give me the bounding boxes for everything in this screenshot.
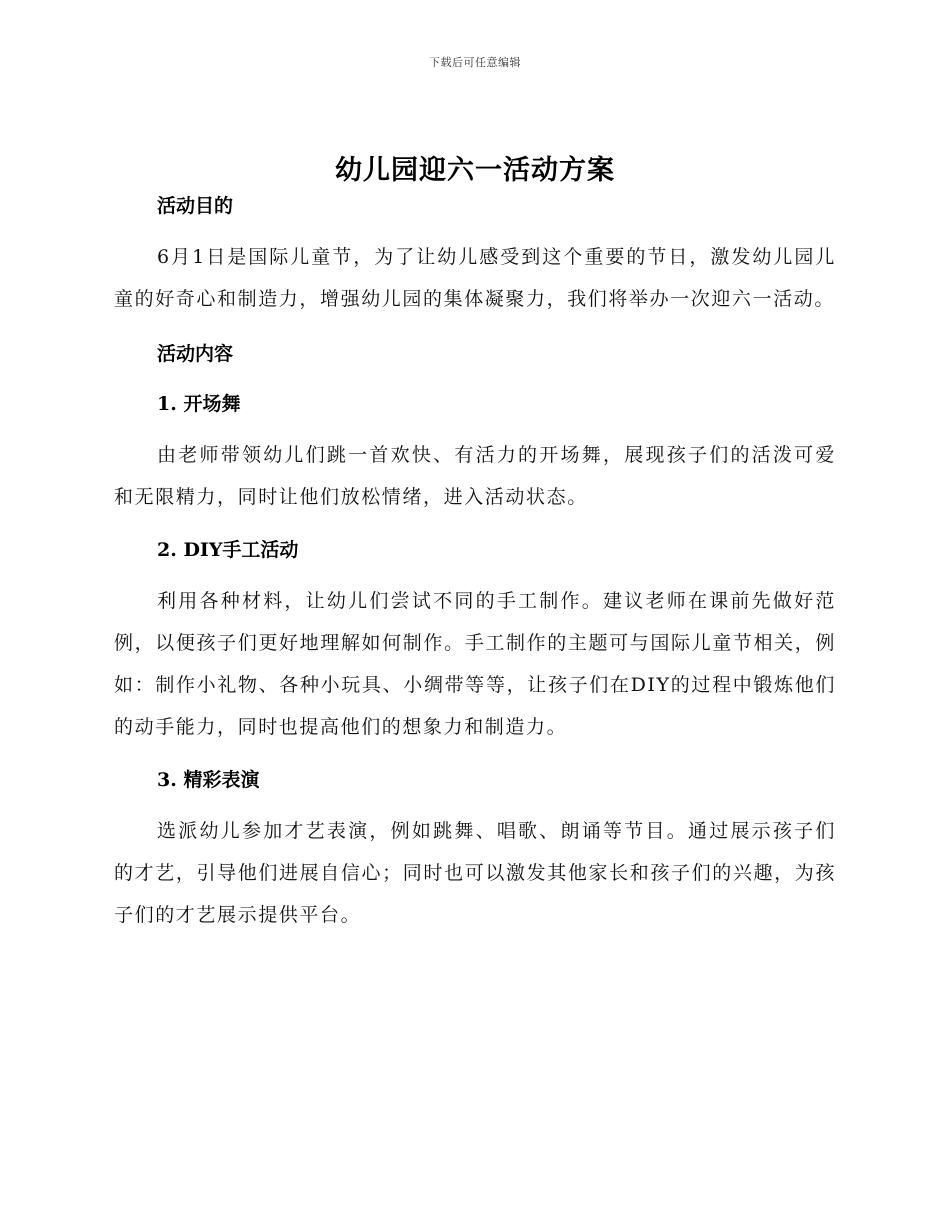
- section-paragraph-goal: 6月1日是国际儿童节，为了让幼儿感受到这个重要的节日，激发幼儿园儿童的好奇心和制造力，增强幼儿园的集体凝聚力，我们将举办一次迎六一活动。: [114, 246, 836, 310]
- document-body: [114, 190, 836, 936]
- section-heading-opening-dance: 1. 开场舞: [157, 393, 241, 415]
- section-heading-diy: 2. DIY手工活动: [157, 539, 299, 561]
- section-heading-goal: 活动目的: [157, 195, 234, 217]
- document-title: 幼儿园迎六一活动方案: [335, 155, 615, 186]
- section-heading-content: 活动内容: [157, 343, 234, 365]
- header-note: 下载后可任意编辑: [429, 56, 521, 69]
- section-paragraph-diy: 利用各种材料，让幼儿们尝试不同的手工制作。建议老师在课前先做好范例，以便孩子们更好地理解如何制作。手工制作的主题可与国际儿童节相关，例如：制作小礼物、各种小玩具、小绸带等等，让孩子们在DIY的过程中锻炼他们的动手能力，同时也提高他们的想象力和制造力。: [114, 590, 836, 738]
- section-heading-performance: 3. 精彩表演: [157, 769, 260, 791]
- section-paragraph-opening-dance: 由老师带领幼儿们跳一首欢快、有活力的开场舞，展现孩子们的活泼可爱和无限精力，同时让他们放松情绪，进入活动状态。: [114, 444, 836, 508]
- section-paragraph-performance: 选派幼儿参加才艺表演，例如跳舞、唱歌、朗诵等节目。通过展示孩子们的才艺，引导他们进展自信心；同时也可以激发其他家长和孩子们的兴趣，为孩子们的才艺展示提供平台。: [114, 820, 836, 926]
